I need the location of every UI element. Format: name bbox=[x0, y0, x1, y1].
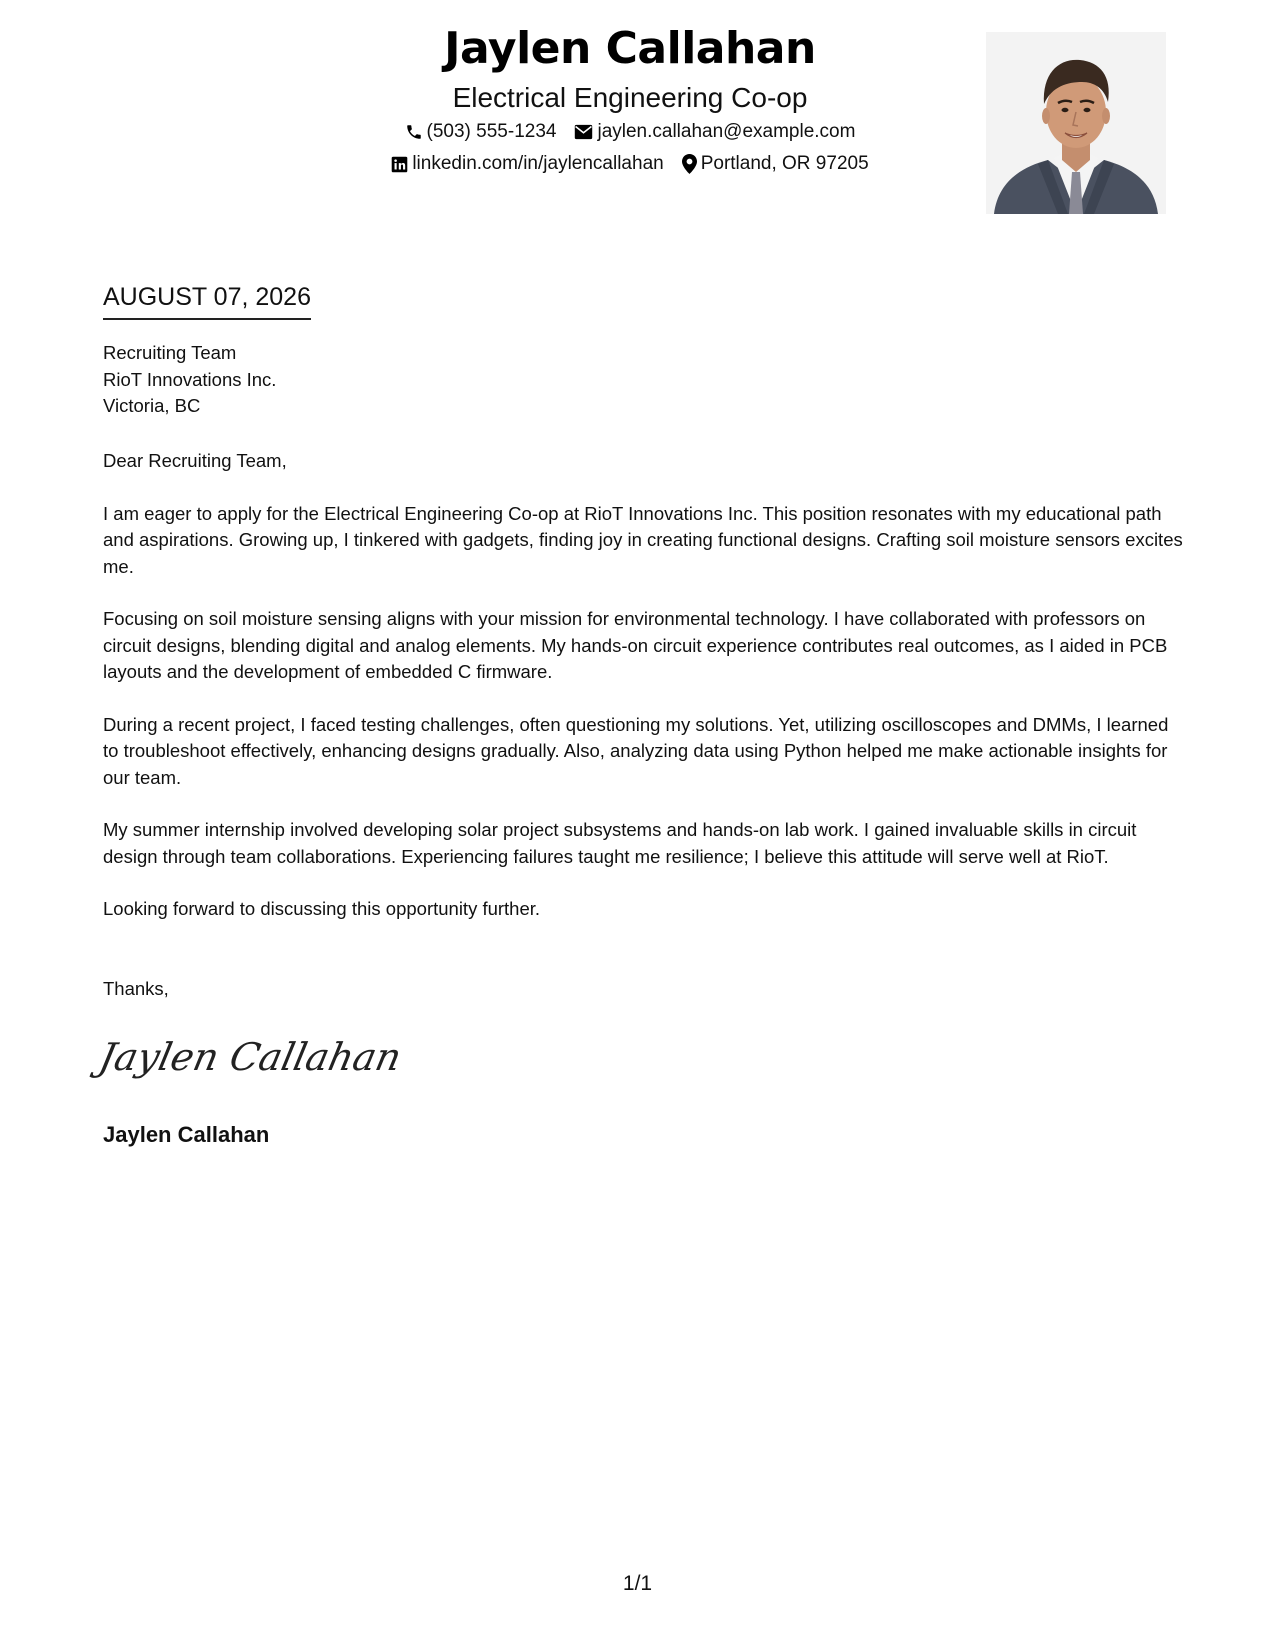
contact-phone bbox=[405, 116, 557, 148]
letter-date-block bbox=[103, 280, 311, 320]
phone-number: (503) 555-1234 bbox=[426, 121, 557, 142]
map-pin-icon bbox=[682, 154, 697, 174]
body-paragraph: Looking forward to discussing this opportunity further. bbox=[103, 898, 541, 919]
signer-name: Jaylen Callahan bbox=[103, 1122, 270, 1147]
letter-date: AUGUST 07, 2026 bbox=[103, 280, 311, 320]
email-address: jaylen.callahan@example.com bbox=[597, 121, 856, 142]
body-paragraph: Focusing on soil moisture sensing aligns with your mission for environmental technology. I have collaborated with professors on circuit designs, blending digital and analog elements. My hands-on circuit experience contributes real outcomes, as I aided in PCB layouts and the development of embedded C firmware. bbox=[103, 608, 1168, 682]
body-paragraph: I am eager to apply for the Electrical Engineering Co-op at RioT Innovations Inc. This position resonates with my educational path and aspirations. Growing up, I tinkered with gadgets, finding joy in creating functional designs. Crafting soil moisture sensors excites me. bbox=[103, 502, 1183, 577]
recipient-address bbox=[103, 340, 276, 420]
recipient-company: RioT Innovations Inc. bbox=[103, 368, 277, 390]
linkedin-url: linkedin.com/in/jaylencallahan bbox=[412, 153, 664, 174]
contact-email bbox=[574, 116, 855, 148]
body-paragraph: During a recent project, I faced testing challenges, often questioning my solutions. Yet, utilizing oscilloscopes and DMMs, I learned to troubleshoot effectively, enhancing designs gradually. Also, analyzing data using Python helped me make actionable insights for our team. bbox=[103, 713, 1169, 788]
job-title: Electrical Engineering Co-op bbox=[452, 82, 808, 113]
linkedin-icon bbox=[391, 156, 408, 173]
signature-text: Jaylen Callahan bbox=[95, 1035, 406, 1080]
handwritten-signature bbox=[95, 1024, 406, 1088]
body-paragraph: My summer internship involved developing solar project subsystems and hands-on lab work. I gained invaluable skills in circuit design through team collaborations. Experiencing failures taught me resilience; I believe this attitude will serve well at RioT. bbox=[103, 819, 1137, 867]
location-text: Portland, OR 97205 bbox=[700, 153, 869, 174]
applicant-name: Jaylen Callahan bbox=[444, 23, 816, 74]
recipient-line: Recruiting Team bbox=[103, 342, 237, 363]
page-number: 1/1 bbox=[622, 1572, 653, 1595]
envelope-icon bbox=[574, 124, 593, 140]
letter-body bbox=[103, 448, 1183, 949]
recipient-location: Victoria, BC bbox=[103, 395, 201, 416]
profile-photo bbox=[986, 32, 1166, 214]
contact-location bbox=[682, 148, 869, 180]
salutation: Dear Recruiting Team, bbox=[103, 450, 287, 471]
phone-icon bbox=[405, 123, 423, 141]
closing: Thanks, bbox=[103, 978, 169, 999]
contact-linkedin bbox=[391, 148, 663, 180]
